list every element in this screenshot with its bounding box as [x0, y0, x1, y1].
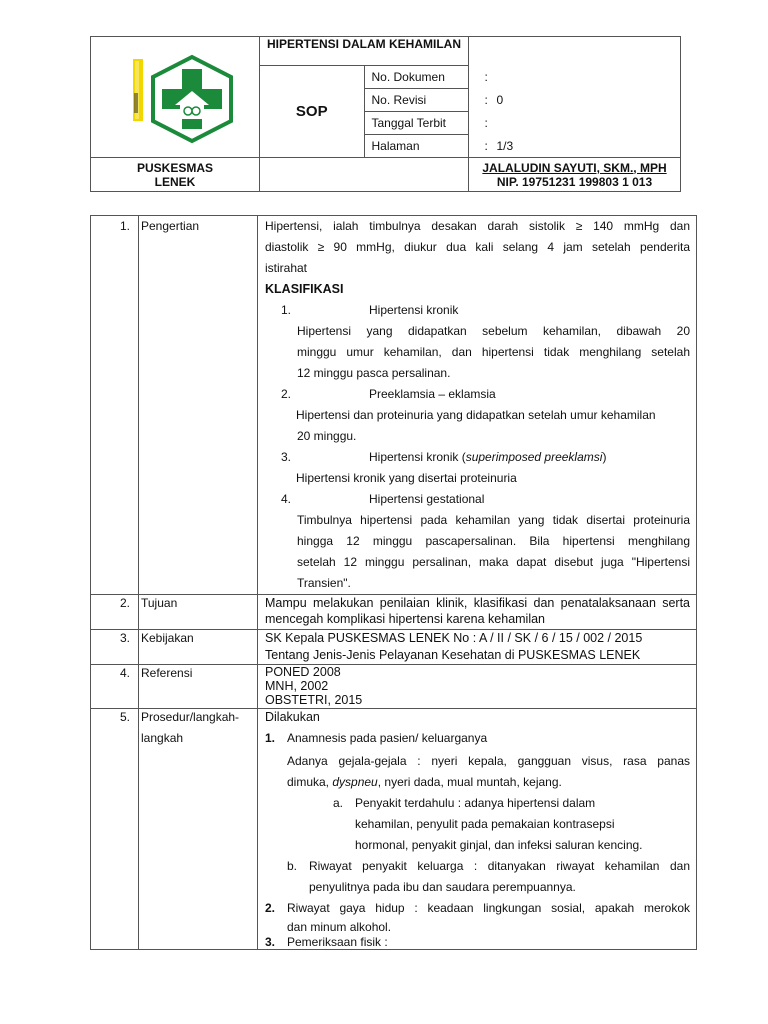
row-referensi [91, 665, 697, 709]
meta-label: No. Revisi [371, 93, 427, 107]
text-line: Hipertensi kronik yang disertai proteinuria [296, 471, 517, 485]
puskesmas-logo [91, 37, 259, 155]
text-line: kehamilan, penyulit pada pemakaian kontrasepsi [355, 817, 615, 831]
text-line: Riwayat penyakit keluarga : ditanyakan riwayat kehamilan dan [309, 859, 690, 873]
item-title [369, 447, 606, 468]
text-line: setelah 12 minggu persalinan, maka dapat disebut juga "Hipertensi [297, 555, 690, 569]
empty-signature-cell [260, 158, 469, 192]
item-title: Hipertensi kronik [369, 303, 459, 317]
row-number: 5. [91, 709, 139, 950]
item-number: 2. [281, 387, 292, 401]
meta-halaman [364, 135, 514, 158]
row-number: 2. [91, 595, 139, 630]
step-number: 1. [265, 731, 276, 745]
meta-label: Halaman [371, 139, 420, 153]
text-line: hormonal, penyakit ginjal, dan infeksi saluran kencing. [355, 838, 643, 852]
row-label: Kebijakan [139, 630, 258, 665]
row-prosedur [91, 709, 697, 950]
procedure-step [265, 725, 690, 751]
text-line: Tentang Jenis-Jenis Pelayanan Kesehatan di PUSKESMAS LENEK [265, 648, 641, 662]
row-label: Referensi [139, 665, 258, 709]
sop-content-table [90, 215, 697, 950]
sop-label: SOP [295, 103, 328, 120]
text-line: SK Kepala PUSKESMAS LENEK No : A / II / SK / 6 / 15 / 002 / 2015 [265, 631, 643, 645]
head-nip: NIP. 19751231 199803 1 013 [496, 174, 653, 189]
sub-item-letter: b. [287, 859, 298, 873]
text-italic: dyspneu [332, 775, 378, 789]
text-line: dan minum alkohol. [287, 920, 392, 934]
classification-item [265, 489, 690, 510]
text-line: Penyakit terdahulu : adanya hipertensi dalam [355, 796, 596, 810]
sub-item [265, 793, 690, 856]
row-number: 3. [91, 630, 139, 665]
text-line: Transien". [297, 576, 351, 590]
row-label: Pengertian [139, 216, 258, 595]
meta-colon: : [484, 116, 488, 130]
row-tujuan [91, 595, 697, 630]
organization-place: LENEK [154, 174, 196, 189]
row-label-line: langkah [141, 731, 184, 745]
item-title-part: ) [602, 450, 607, 464]
sop-label-cell [260, 66, 365, 158]
row-number: 4. [91, 665, 139, 709]
reference-item: PONED 2008 [265, 665, 341, 679]
row-content [258, 595, 697, 630]
text-line: Hipertensi dan proteinuria yang didapatkan setelah umur kehamilan [296, 408, 656, 422]
procedure-step [265, 935, 690, 949]
row-pengertian [91, 216, 697, 595]
logo-cell [91, 37, 260, 158]
text-line: penyulitnya pada ibu dan saudara perempuannya. [309, 880, 576, 894]
step-title: Pemeriksaan fisik : [287, 935, 388, 949]
item-title: Hipertensi gestational [369, 492, 485, 506]
document-title: HIPERTENSI DALAM KEHAMILAN [267, 37, 461, 51]
step-title: Anamnesis pada pasien/ keluarganya [287, 731, 488, 745]
meta-value: 0 [496, 93, 504, 107]
reference-item: MNH, 2002 [265, 679, 329, 693]
step-number: 3. [265, 935, 276, 949]
text-line: minggu umur kehamilan, dan hipertensi tidak menghilang setelah [297, 345, 690, 359]
text-line: Dilakukan [265, 710, 320, 724]
meta-label: Tanggal Terbit [371, 116, 446, 130]
item-title-italic: superimposed preeklamsi [465, 450, 603, 464]
head-name: JALALUDIN SAYUTI, SKM., MPH [482, 160, 667, 175]
text-line: mencegah komplikasi hipertensi karena kehamilan [265, 612, 546, 626]
item-title-part: Hipertensi kronik ( [369, 450, 466, 464]
row-content [258, 630, 697, 665]
text-line [265, 772, 690, 793]
text-line: Adanya gejala-gejala : nyeri kepala, gangguan visus, rasa panas [287, 754, 690, 768]
row-content [258, 709, 697, 950]
meta-colon: : [484, 93, 488, 107]
meta-no-dokumen [364, 66, 488, 89]
text-line: istirahat [265, 261, 308, 275]
sub-item [265, 856, 690, 898]
text-part: dimuka, [287, 775, 333, 789]
step-number: 2. [265, 901, 276, 915]
text-part: , nyeri dada, mual muntah, kejang. [377, 775, 562, 789]
meta-tanggal-terbit [364, 112, 488, 135]
organization-name: PUSKESMAS [136, 160, 213, 175]
procedure-step [265, 898, 690, 919]
text-line: diastolik ≥ 90 mmHg, diukur dua kali selang 4 jam setelah penderita [265, 240, 690, 254]
classification-item [265, 384, 690, 405]
sub-item-letter: a. [333, 796, 344, 810]
meta-no-revisi [364, 89, 504, 112]
row-kebijakan [91, 630, 697, 665]
head-of-office-cell [469, 158, 681, 192]
text-line: Hipertensi yang didapatkan sebelum kehamilan, dibawah 20 [297, 324, 690, 338]
organization-cell [91, 158, 260, 192]
section-heading: KLASIFIKASI [265, 282, 344, 296]
meta-label: No. Dokumen [371, 70, 445, 84]
row-label-line: Prosedur/langkah- [141, 710, 240, 724]
item-number: 1. [281, 303, 292, 317]
row-content [258, 216, 697, 595]
row-label: Tujuan [139, 595, 258, 630]
text-line: Riwayat gaya hidup : keadaan lingkungan sosial, apakah merokok [287, 901, 690, 915]
item-number: 4. [281, 492, 292, 506]
row-number: 1. [91, 216, 139, 595]
text-line: 20 minggu. [297, 429, 357, 443]
row-content [258, 665, 697, 709]
text-line: hingga 12 minggu pascapersalinan. Bila hipertensi menghilang [297, 534, 690, 548]
text-line: 12 minggu pasca persalinan. [297, 366, 451, 380]
text-line: Mampu melakukan penilaian klinik, klasifikasi dan penatalaksanaan serta [265, 596, 690, 610]
sop-header-table [90, 36, 681, 192]
item-title: Preeklamsia – eklamsia [369, 387, 496, 401]
classification-item [265, 300, 690, 321]
item-number: 3. [281, 450, 292, 464]
reference-item: OBSTETRI, 2015 [265, 693, 363, 707]
classification-item [265, 447, 690, 468]
text-line: Hipertensi, ialah timbulnya desakan darah sistolik ≥ 140 mmHg dan [265, 219, 690, 233]
text-line: Timbulnya hipertensi pada kehamilan yang tidak disertai proteinuria [297, 513, 690, 527]
row-label [139, 709, 258, 950]
meta-value: 1/3 [496, 139, 514, 153]
meta-colon: : [484, 139, 488, 153]
document-title-cell [260, 37, 469, 66]
meta-colon: : [484, 70, 488, 84]
